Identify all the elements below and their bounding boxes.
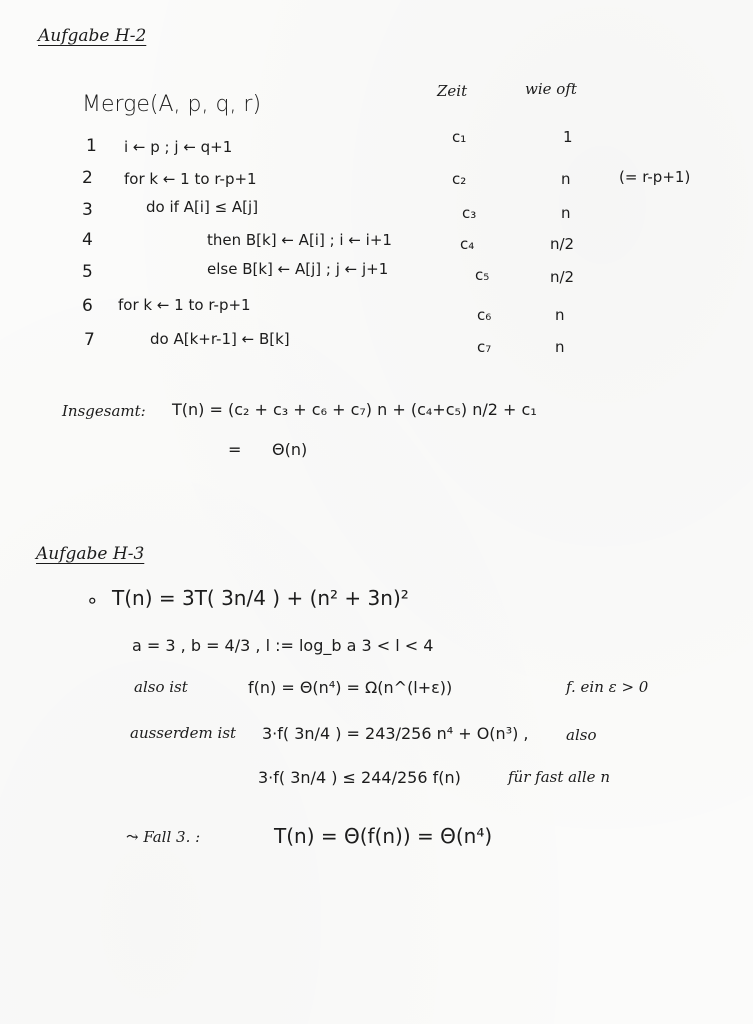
count-cell: n [555,306,565,324]
count-cell: n [561,170,571,188]
col-header-zeit: Zeit [437,82,468,100]
line-number: 2 [82,168,93,188]
count-cell: n/2 [550,268,575,286]
col-header-wie-oft: wie oft [525,80,577,98]
line-number: 4 [82,230,93,250]
cost-cell: c₅ [475,266,490,284]
code-line: do if A[i] ≤ A[j] [146,198,259,216]
cost-cell: c₂ [452,170,467,188]
code-line: for k ← 1 to r-p+1 [124,170,257,188]
cost-cell: c₄ [460,235,475,253]
line-number: 5 [82,262,93,282]
inequality-expression: 3·f( 3n/4 ) ≤ 244/256 f(n) [258,768,461,787]
recurrence: T(n) = 3T( 3n/4 ) + (n² + 3n)² [112,586,409,610]
fall-label: ⤳ Fall 3. : [126,828,201,846]
line-number: 7 [84,330,95,350]
h2-heading: Aufgabe H-2 [38,26,147,46]
cost-cell: c₆ [477,306,492,324]
also-suffix: f. ein ε > 0 [566,678,649,696]
fall-expression: T(n) = Θ(f(n)) = Θ(n⁴) [274,824,493,848]
total-expression: T(n) = (c₂ + c₃ + c₆ + c₇) n + (c₄+c₅) n/2 + c₁ [172,400,537,419]
code-line: then B[k] ← A[i] ; i ← i+1 [207,231,392,249]
also-expression: f(n) = Θ(n⁴) = Ω(n^(l+ε)) [248,678,453,697]
code-line: do A[k+r-1] ← B[k] [150,330,290,348]
line-number: 1 [86,136,97,156]
code-line: i ← p ; j ← q+1 [124,138,233,156]
ausserdem-expression: 3·f( 3n/4 ) = 243/256 n⁴ + O(n³) , [262,724,529,743]
count-cell: n [555,338,565,356]
also-label: also ist [134,678,188,696]
line-number: 6 [82,296,93,316]
count-cell: n [561,204,571,222]
count-cell: n/2 [550,235,575,253]
code-line: for k ← 1 to r-p+1 [118,296,251,314]
procedure-signature: Merge(A, p, q, r) [82,92,262,117]
cost-cell: c₃ [462,204,477,222]
cost-cell: c₁ [452,128,467,146]
total-equals: = [228,440,242,459]
parameters: a = 3 , b = 4/3 , l := log_b a 3 < l < 4 [132,636,434,655]
line-number: 3 [82,200,93,220]
note-cell: (= r-p+1) [619,168,691,186]
h3-heading: Aufgabe H-3 [36,544,145,564]
ausserdem-suffix: also [566,726,597,744]
inequality-suffix: für fast alle n [508,768,610,786]
code-line: else B[k] ← A[j] ; j ← j+1 [207,260,389,278]
cost-cell: c₇ [477,338,492,356]
ausserdem-label: ausserdem ist [130,724,237,742]
total-theta: Θ(n) [272,440,308,459]
count-cell: 1 [563,128,573,146]
bullet: ∘ [86,588,99,612]
total-label: Insgesamt: [62,402,146,420]
